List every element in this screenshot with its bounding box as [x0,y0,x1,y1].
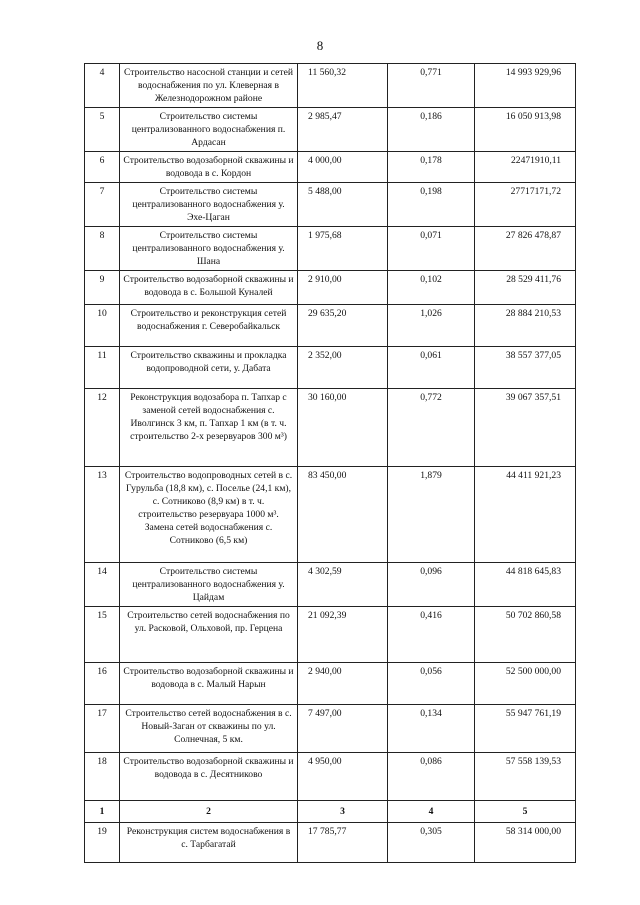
table-row [85,823,576,863]
row-number: 16 [85,663,120,705]
coefficient-value: 0,061 [388,347,475,389]
area-value: 2 940,00 [298,663,388,705]
table-row [85,152,576,183]
projects-table [84,63,576,863]
coefficient-value: 0,096 [388,563,475,607]
project-description: Строительство сетей водоснабжения в с. Новый-Заган от скважины по ул. Солнечная, 5 км. [120,705,298,753]
column-number-cell: 4 [388,801,475,823]
cost-value: 52 500 000,00 [475,663,576,705]
project-description: Строительство системы централизованного водоснабжения у. Эхе-Цаган [120,183,298,227]
column-number-cell: 1 [85,801,120,823]
cost-value: 50 702 860,58 [475,607,576,663]
row-number: 8 [85,227,120,271]
area-value: 4 302,59 [298,563,388,607]
area-value: 4 000,00 [298,152,388,183]
coefficient-value: 0,134 [388,705,475,753]
coefficient-value: 0,198 [388,183,475,227]
column-number-cell: 5 [475,801,576,823]
area-value: 2 910,00 [298,271,388,305]
coefficient-value: 0,071 [388,227,475,271]
column-number-row [85,801,576,823]
table-row [85,271,576,305]
table-row [85,389,576,467]
coefficient-value: 1,879 [388,467,475,563]
row-number: 10 [85,305,120,347]
row-number: 9 [85,271,120,305]
cost-value: 44 411 921,23 [475,467,576,563]
cost-value: 58 314 000,00 [475,823,576,863]
coefficient-value: 0,305 [388,823,475,863]
row-number: 11 [85,347,120,389]
area-value: 30 160,00 [298,389,388,467]
project-description: Реконструкция систем водоснабжения в с. Тарбагатай [120,823,298,863]
project-description: Реконструкция водозабора п. Тапхар с заменой сетей водоснабжения с. Иволгинск 3 км, п. Тапхар 1 км (в т. ч. строительство 2-х резервуаров 300 м³) [120,389,298,467]
area-value: 4 950,00 [298,753,388,801]
area-value: 17 785,77 [298,823,388,863]
project-description: Строительство водопроводных сетей в с. Гурульба (18,8 км), с. Поселье (24,1 км), с. Сотниково (8,9 км) в т. ч. строительство резервуара 1000 м³. Замена сетей водоснабжения с. Сотниково (6,5 км) [120,467,298,563]
area-value: 83 450,00 [298,467,388,563]
cost-value: 14 993 929,96 [475,64,576,108]
table-row [85,467,576,563]
coefficient-value: 0,056 [388,663,475,705]
project-description: Строительство системы централизованного водоснабжения у. Цайдам [120,563,298,607]
row-number: 12 [85,389,120,467]
table-row [85,347,576,389]
table-row [85,663,576,705]
coefficient-value: 0,178 [388,152,475,183]
row-number: 17 [85,705,120,753]
cost-value: 44 818 645,83 [475,563,576,607]
cost-value: 27 826 478,87 [475,227,576,271]
table-row [85,753,576,801]
cost-value: 55 947 761,19 [475,705,576,753]
cost-value: 38 557 377,05 [475,347,576,389]
column-number-cell: 2 [120,801,298,823]
cost-value: 28 529 411,76 [475,271,576,305]
coefficient-value: 0,086 [388,753,475,801]
area-value: 29 635,20 [298,305,388,347]
row-number: 19 [85,823,120,863]
project-description: Строительство и реконструкция сетей водоснабжения г. Северобайкальск [120,305,298,347]
project-description: Строительство водозаборной скважины и водовода в с. Малый Нарын [120,663,298,705]
project-description: Строительство системы централизованного водоснабжения у. Шана [120,227,298,271]
coefficient-value: 0,102 [388,271,475,305]
coefficient-value: 1,026 [388,305,475,347]
table-row [85,64,576,108]
project-description: Строительство скважины и прокладка водопроводной сети, у. Дабата [120,347,298,389]
area-value: 2 352,00 [298,347,388,389]
table-row [85,305,576,347]
cost-value: 57 558 139,53 [475,753,576,801]
coefficient-value: 0,771 [388,64,475,108]
table-row [85,563,576,607]
table-row [85,227,576,271]
table-row [85,607,576,663]
area-value: 7 497,00 [298,705,388,753]
area-value: 21 092,39 [298,607,388,663]
cost-value: 39 067 357,51 [475,389,576,467]
project-description: Строительство водозаборной скважины и водовода в с. Десятниково [120,753,298,801]
coefficient-value: 0,772 [388,389,475,467]
row-number: 15 [85,607,120,663]
area-value: 11 560,32 [298,64,388,108]
table-row [85,183,576,227]
cost-value: 27717171,72 [475,183,576,227]
cost-value: 22471910,11 [475,152,576,183]
project-description: Строительство водозаборной скважины и водовода в с. Большой Куналей [120,271,298,305]
project-description: Строительство водозаборной скважины и водовода в с. Кордон [120,152,298,183]
table-row [85,705,576,753]
cost-value: 28 884 210,53 [475,305,576,347]
coefficient-value: 0,416 [388,607,475,663]
row-number: 14 [85,563,120,607]
area-value: 1 975,68 [298,227,388,271]
table-row [85,108,576,152]
row-number: 18 [85,753,120,801]
page-number: 8 [316,38,324,53]
area-value: 2 985,47 [298,108,388,152]
row-number: 13 [85,467,120,563]
row-number: 4 [85,64,120,108]
row-number: 7 [85,183,120,227]
project-description: Строительство сетей водоснабжения по ул. Расковой, Ольховой, пр. Герцена [120,607,298,663]
area-value: 5 488,00 [298,183,388,227]
column-number-cell: 3 [298,801,388,823]
project-description: Строительство насосной станции и сетей водоснабжения по ул. Клеверная в Железнодорожном районе [120,64,298,108]
coefficient-value: 0,186 [388,108,475,152]
project-description: Строительство системы централизованного водоснабжения п. Ардасан [120,108,298,152]
row-number: 6 [85,152,120,183]
cost-value: 16 050 913,98 [475,108,576,152]
row-number: 5 [85,108,120,152]
